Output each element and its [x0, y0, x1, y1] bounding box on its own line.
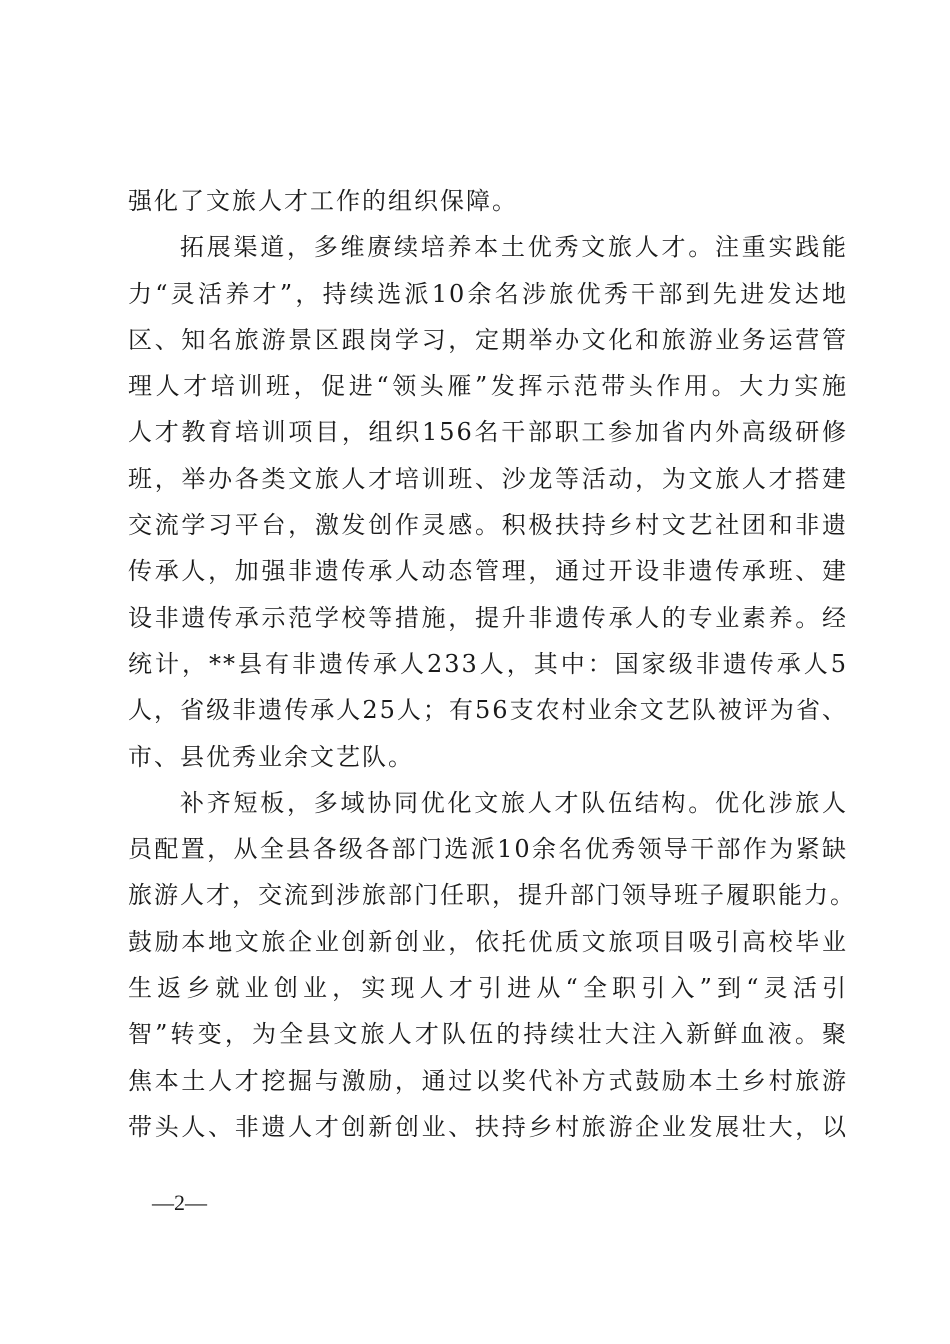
text-line: 生返乡就业创业，实现人才引进从“全职引入”到“灵活引 — [128, 974, 848, 1003]
text-line: 力“灵活养才”，持续选派10余名涉旅优秀干部到先进发达地 — [128, 279, 848, 308]
text-line: 补齐短板，多域协同优化文旅人才队伍结构。优化涉旅人 — [180, 788, 848, 817]
text-line: 传承人，加强非遗传承人动态管理，通过开设非遗传承班、建 — [128, 557, 848, 586]
text-line: 旅游人才，交流到涉旅部门任职，提升部门领导班子履职能力。 — [128, 881, 856, 910]
text-line: 员配置，从全县各级各部门选派10余名优秀领导干部作为紧缺 — [128, 835, 848, 864]
body-text — [128, 178, 856, 1150]
text-line: 人，省级非遗传承人25人；有56支农村业余文艺队被评为省、 — [128, 696, 848, 725]
text-line: 统计，**县有非遗传承人233人，其中：国家级非遗传承人5 — [128, 649, 848, 678]
text-line: 区、知名旅游景区跟岗学习，定期举办文化和旅游业务运营管 — [128, 325, 848, 354]
text-line: 设非遗传承示范学校等措施，提升非遗传承人的专业素养。经 — [128, 603, 848, 632]
text-line: 交流学习平台，激发创作灵感。积极扶持乡村文艺社团和非遗 — [128, 511, 848, 540]
text-line: 带头人、非遗人才创新创业、扶持乡村旅游企业发展壮大，以 — [128, 1112, 848, 1141]
text-line: 鼓励本地文旅企业创新创业，依托优质文旅项目吸引高校毕业 — [128, 927, 848, 956]
text-line: 智”转变，为全县文旅人才队伍的持续壮大注入新鲜血液。聚 — [128, 1020, 848, 1049]
text-line: 人才教育培训项目，组织156名干部职工参加省内外高级研修 — [128, 418, 848, 447]
text-line: 班，举办各类文旅人才培训班、沙龙等活动，为文旅人才搭建 — [128, 464, 848, 493]
text-line: 拓展渠道，多维赓续培养本土优秀文旅人才。注重实践能 — [180, 233, 848, 262]
text-line: 强化了文旅人才工作的组织保障。 — [128, 187, 518, 215]
text-line: 市、县优秀业余文艺队。 — [128, 742, 414, 771]
text-line: 焦本土人才挖掘与激励，通过以奖代补方式鼓励本土乡村旅游 — [128, 1066, 848, 1095]
page-number: —2— — [152, 1190, 207, 1215]
text-line: 理人才培训班，促进“领头雁”发挥示范带头作用。大力实施 — [128, 372, 848, 401]
